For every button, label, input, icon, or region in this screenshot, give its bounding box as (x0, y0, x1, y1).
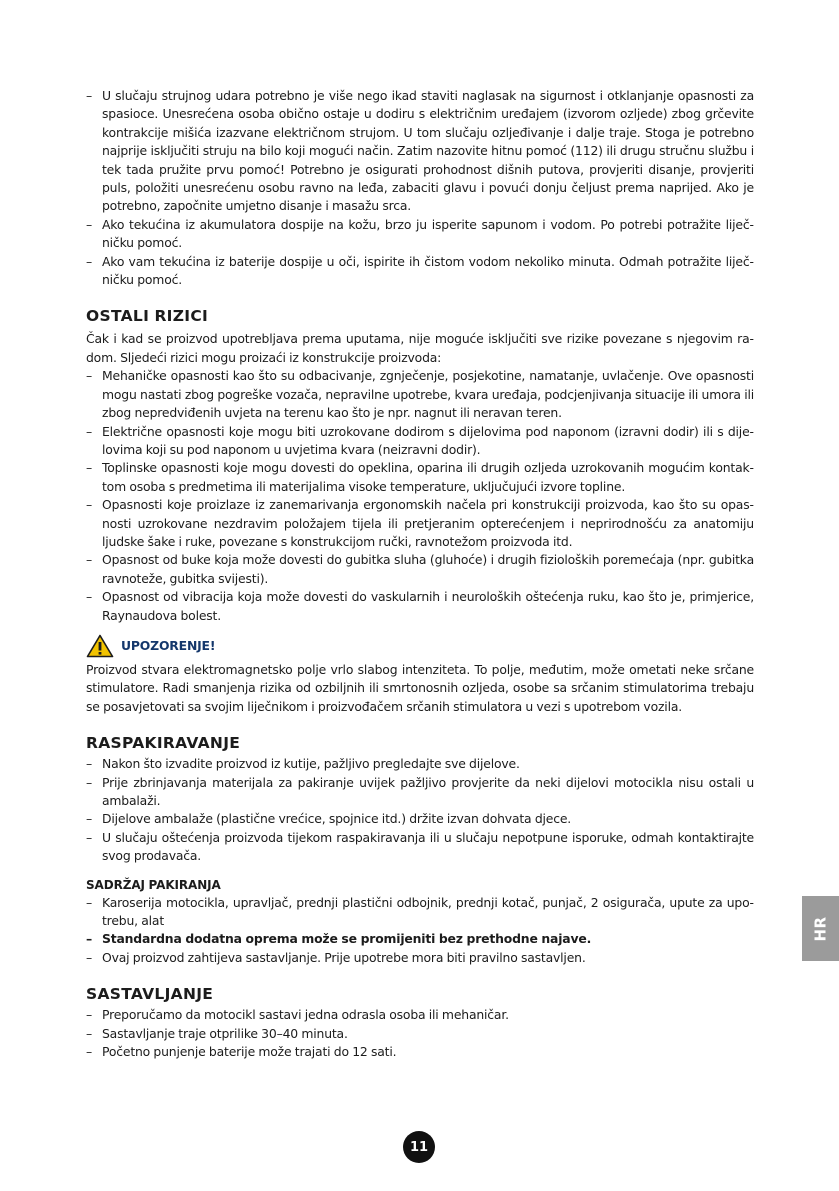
list-item: – Dijelove ambalaže (plastične vrećice, spojnice itd.) držite izvan dohvata djece. (86, 811, 572, 827)
list-item: – Nakon što izvadite proizvod iz kutije, pažljivo pregledajte sve dijelove. (86, 756, 520, 772)
language-tab (802, 896, 839, 961)
page-number: 11 (403, 1131, 435, 1163)
list-item: – Opasnost od vibracija koja može dovesti do vaskularnih i neuroloških oštećenja ruku, kao što je, primjerice, Raynaudova bolest. (86, 589, 754, 623)
first-aid-list (86, 87, 754, 289)
section-title-ostali-rizici: OSTALI RIZICI (86, 307, 209, 326)
list-item: – U slučaju oštećenja proizvoda tijekom raspakiravanja ili u slučaju nepotpune isporuke, odmah kontaktirajte svog prodavača. (86, 829, 754, 864)
list-item: – Mehaničke opasnosti kao što su odbacivanje, zgnječenje, posjekotine, namatanje, uvlačenje. Ove opasnosti mogu nastati zbog pogreške vozača, nepravilne upotrebe, kvara uređaja, podcjenjivanja situacije ili umora ili zbog nepredviđenih uvjeta na terenu kao što je npr. nagnut ili neravan teren. (86, 368, 754, 421)
warning-text: Proizvod stvara elektromagnetsko polje vrlo slabog intenziteta. To polje, međutim, može ometati neke srčane stimulatore. Radi smanjenja rizika od ozbiljnih ili smrtonosnih ozljeda, osobe sa srčanim stimulatorima trebaju se posavjetovati sa svojim liječnikom i proizvođačem srčanih stimulatora u vezi s upotrebom vozila. (86, 661, 754, 714)
package-contents-list (86, 894, 754, 968)
assembly-list (86, 1006, 754, 1061)
warning-label: UPOZORENJE! (121, 637, 216, 653)
list-item: – Opasnosti koje proizlaze iz zanemarivanja ergonomskih načela pri konstrukciji proizvoda, kao što su opasnosti uzrokovane nezdravim položajem tijela ili pretjeranim opterećenjem i neprirodnošću za anatomiju ljudske šake i ruke, povezane s konstrukcijom ručki, ravnotežom proizvoda itd. (86, 497, 754, 549)
list-item: – Prije zbrinjavanja materijala za pakiranje uvijek pažljivo provjerite da neki dijelovi motocikla nisu ostali u ambalaži. (86, 774, 754, 808)
page-content (86, 87, 754, 1061)
list-item: – Ako tekućina iz akumulatora dospije na kožu, brzo ju isperite sapunom i vodom. Po potrebi potražite liječničku pomoć. (86, 216, 754, 251)
warning-header (86, 633, 754, 659)
warning-icon (86, 634, 114, 658)
language-tab-label: HR (811, 915, 830, 942)
list-item-notice: – Standardna dodatna oprema može se promijeniti bez prethodne najave. (86, 931, 592, 947)
list-item: – Električne opasnosti koje mogu biti uzrokovane dodirom s dijelovima pod naponom (izravni dodir) ili s dijelovima koji su pod naponom u uvjetima kvara (neizravni dodir). (86, 423, 754, 457)
unpacking-list (86, 755, 754, 865)
ostali-rizici-intro: Čak i kad se proizvod upotrebljava prema uputama, nije moguće isključiti sve rizike povezane s njegovim radom. Sljedeći rizici mogu proizaći iz konstrukcije proizvoda: (86, 331, 754, 365)
list-item: – Ovaj proizvod zahtijeva sastavljanje. Prije upotrebe mora biti pravilno sastavljen. (86, 949, 586, 965)
list-item: – Sastavljanje traje otprilike 30–40 minuta. (86, 1025, 348, 1041)
section-title-sastavljanje: SASTAVLJANJE (86, 985, 214, 1004)
risk-list (86, 367, 754, 625)
list-item: – Toplinske opasnosti koje mogu dovesti do opeklina, oparina ili drugih ozljeda uzrokovanih mogućim kontaktom osoba s predmetima ili materijalima visoke temperature, uključujući izvore topline. (86, 460, 754, 494)
list-item: – Karoserija motocikla, upravljač, prednji plastični odbojnik, prednji kotač, punjač, 2 osigurača, upute za upotrebu, alat (86, 894, 754, 929)
list-item: – Opasnost od buke koja može dovesti do gubitka sluha (gluhoće) i drugih fizioloških poremećaja (npr. gubitka ravnoteže, gubitka svijesti). (86, 552, 754, 586)
subsection-title-sadrzaj: SADRŽAJ PAKIRANJA (86, 877, 221, 892)
section-title-raspakiravanje: RASPAKIRAVANJE (86, 734, 241, 753)
list-item: – Preporučamo da motocikl sastavi jedna odrasla osoba ili mehaničar. (86, 1007, 509, 1023)
list-item: – U slučaju strujnog udara potrebno je više nego ikad staviti naglasak na sigurnost i otklanjanje opasnosti za spasioce. Unesrećena osoba obično ostaje u dodiru s električnim uređajem (izvorom ozljede) zbog grčevite kontrakcije mišića izazvane električnom strujom. U tom slučaju ozljeđivanje i dalje traje. Stoga je potrebno najprije isključiti struju na bilo koji mogući način. Zatim nazovite hitnu pomoć (112) ili drugu stručnu službu i tek tada pružite prvu pomoć! Potrebno je osigurati prohodnost dišnih putova, provjeriti disanje, provjeriti puls, položiti unesrećenu osobu ravno na leđa, zabaciti glavu i povući donju čeljust prema naprijed. Ako je potrebno, započnite umjetno disanje i masažu srca. (86, 88, 754, 214)
list-item: – Ako vam tekućina iz baterije dospije u oči, ispirite ih čistom vodom nekoliko minuta. Odmah potražite liječničku pomoć. (86, 253, 754, 288)
list-item: – Početno punjenje baterije može trajati do 12 sati. (86, 1044, 397, 1060)
